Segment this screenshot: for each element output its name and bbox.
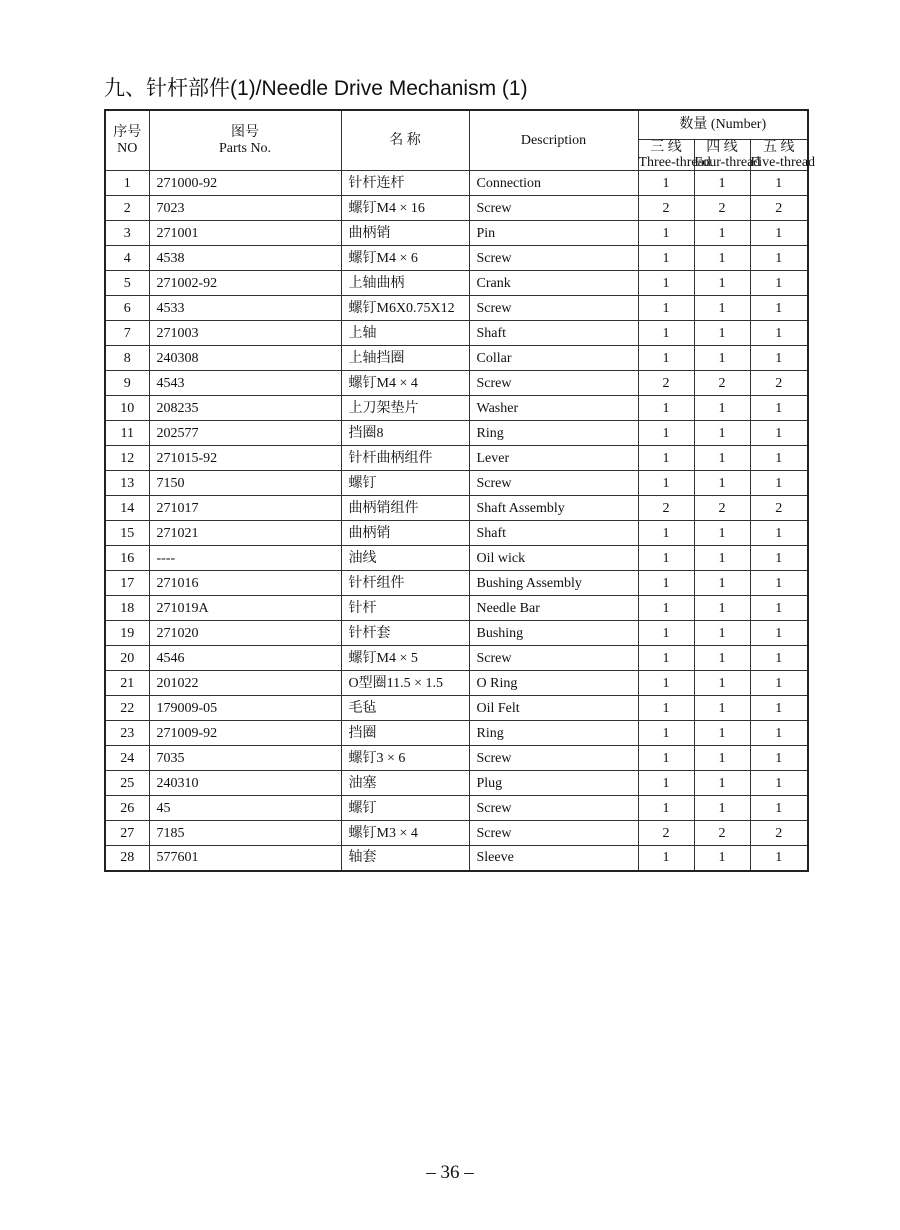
cell-qty-five-thread: 1 <box>750 271 808 296</box>
cell-qty-five-thread: 1 <box>750 171 808 196</box>
cell-qty-five-thread: 2 <box>750 821 808 846</box>
cell-name: 针杆 <box>341 596 469 621</box>
cell-parts-no: 271016 <box>149 571 341 596</box>
cell-qty-five-thread: 1 <box>750 571 808 596</box>
cell-parts-no: 577601 <box>149 846 341 871</box>
cell-parts-no: 4538 <box>149 246 341 271</box>
cell-qty-three-thread: 1 <box>638 846 694 871</box>
cell-name: 上轴曲柄 <box>341 271 469 296</box>
cell-name: 油塞 <box>341 771 469 796</box>
header-no-cn: 序号 <box>113 125 142 141</box>
table-row <box>105 821 808 846</box>
cell-qty-three-thread: 1 <box>638 346 694 371</box>
cell-qty-four-thread: 1 <box>694 846 750 871</box>
cell-qty-five-thread: 1 <box>750 296 808 321</box>
cell-qty-four-thread: 2 <box>694 196 750 221</box>
table-row <box>105 346 808 371</box>
cell-qty-five-thread: 1 <box>750 771 808 796</box>
cell-parts-no: 4543 <box>149 371 341 396</box>
table-row <box>105 696 808 721</box>
header-quantity: 数量 (Number) <box>638 110 808 139</box>
cell-name: 挡圈8 <box>341 421 469 446</box>
cell-parts-no: 271000-92 <box>149 171 341 196</box>
cell-description: Screw <box>469 746 638 771</box>
cell-parts-no: 271001 <box>149 221 341 246</box>
table-row <box>105 621 808 646</box>
cell-name: 针杆组件 <box>341 571 469 596</box>
cell-parts-no: 240310 <box>149 771 341 796</box>
cell-description: Screw <box>469 796 638 821</box>
cell-qty-three-thread: 1 <box>638 221 694 246</box>
table-row <box>105 596 808 621</box>
cell-qty-five-thread: 1 <box>750 596 808 621</box>
cell-qty-four-thread: 1 <box>694 771 750 796</box>
parts-table <box>104 109 816 872</box>
cell-qty-three-thread: 1 <box>638 296 694 321</box>
cell-parts-no: 271003 <box>149 321 341 346</box>
cell-no: 20 <box>105 646 149 671</box>
table-row <box>105 746 808 771</box>
page-number: – 36 – <box>426 1162 474 1183</box>
table-row <box>105 496 808 521</box>
header-parts-no <box>149 110 341 171</box>
cell-parts-no: 271020 <box>149 621 341 646</box>
cell-no: 12 <box>105 446 149 471</box>
cell-qty-four-thread: 1 <box>694 246 750 271</box>
cell-qty-three-thread: 1 <box>638 621 694 646</box>
table-row <box>105 371 808 396</box>
cell-no: 24 <box>105 746 149 771</box>
cell-qty-three-thread: 1 <box>638 396 694 421</box>
cell-description: Oil Felt <box>469 696 638 721</box>
cell-qty-four-thread: 1 <box>694 221 750 246</box>
cell-no: 1 <box>105 171 149 196</box>
header-four-cn: 四 线 <box>706 139 738 155</box>
cell-qty-three-thread: 1 <box>638 771 694 796</box>
cell-no: 17 <box>105 571 149 596</box>
cell-qty-three-thread: 2 <box>638 196 694 221</box>
cell-qty-four-thread: 1 <box>694 446 750 471</box>
cell-description: Plug <box>469 771 638 796</box>
cell-qty-five-thread: 1 <box>750 346 808 371</box>
cell-description: Screw <box>469 371 638 396</box>
cell-parts-no: 202577 <box>149 421 341 446</box>
cell-qty-four-thread: 2 <box>694 821 750 846</box>
cell-name: 针杆连杆 <box>341 171 469 196</box>
cell-no: 22 <box>105 696 149 721</box>
cell-name: 螺钉M4 × 4 <box>341 371 469 396</box>
table-row <box>105 421 808 446</box>
cell-name: 针杆套 <box>341 621 469 646</box>
table-row <box>105 196 808 221</box>
cell-name: 螺钉M3 × 4 <box>341 821 469 846</box>
cell-no: 8 <box>105 346 149 371</box>
cell-qty-four-thread: 1 <box>694 796 750 821</box>
cell-qty-four-thread: 1 <box>694 571 750 596</box>
cell-qty-five-thread: 1 <box>750 621 808 646</box>
cell-qty-three-thread: 1 <box>638 671 694 696</box>
cell-name: 上轴挡圈 <box>341 346 469 371</box>
cell-no: 4 <box>105 246 149 271</box>
cell-qty-three-thread: 1 <box>638 246 694 271</box>
cell-qty-four-thread: 1 <box>694 721 750 746</box>
cell-qty-three-thread: 1 <box>638 746 694 771</box>
cell-qty-three-thread: 1 <box>638 521 694 546</box>
cell-qty-three-thread: 1 <box>638 471 694 496</box>
cell-qty-four-thread: 1 <box>694 521 750 546</box>
cell-qty-four-thread: 1 <box>694 621 750 646</box>
cell-parts-no: 45 <box>149 796 341 821</box>
cell-description: Lever <box>469 446 638 471</box>
cell-qty-five-thread: 2 <box>750 371 808 396</box>
table-row <box>105 446 808 471</box>
cell-qty-four-thread: 1 <box>694 346 750 371</box>
cell-no: 3 <box>105 221 149 246</box>
cell-qty-three-thread: 1 <box>638 421 694 446</box>
cell-name: 螺钉M4 × 16 <box>341 196 469 221</box>
cell-description: Connection <box>469 171 638 196</box>
cell-parts-no: 271002-92 <box>149 271 341 296</box>
cell-qty-three-thread: 2 <box>638 371 694 396</box>
cell-qty-four-thread: 1 <box>694 696 750 721</box>
cell-qty-five-thread: 1 <box>750 421 808 446</box>
cell-qty-five-thread: 1 <box>750 471 808 496</box>
cell-no: 6 <box>105 296 149 321</box>
cell-parts-no: 271009-92 <box>149 721 341 746</box>
cell-parts-no: 271015-92 <box>149 446 341 471</box>
cell-qty-three-thread: 1 <box>638 596 694 621</box>
cell-qty-four-thread: 1 <box>694 321 750 346</box>
cell-qty-five-thread: 1 <box>750 396 808 421</box>
table-row <box>105 246 808 271</box>
table-row <box>105 646 808 671</box>
cell-qty-five-thread: 2 <box>750 496 808 521</box>
header-parts-cn: 图号 <box>231 125 259 141</box>
cell-name: 轴套 <box>341 846 469 871</box>
cell-description: Bushing <box>469 621 638 646</box>
cell-description: Screw <box>469 821 638 846</box>
cell-qty-four-thread: 1 <box>694 396 750 421</box>
cell-name: 上轴 <box>341 321 469 346</box>
cell-name: 针杆曲柄组件 <box>341 446 469 471</box>
table-row <box>105 271 808 296</box>
table-row <box>105 521 808 546</box>
cell-description: Screw <box>469 296 638 321</box>
cell-qty-five-thread: 1 <box>750 221 808 246</box>
cell-qty-five-thread: 1 <box>750 246 808 271</box>
cell-name: O型圈11.5 × 1.5 <box>341 671 469 696</box>
cell-qty-four-thread: 1 <box>694 746 750 771</box>
header-five-en: Five-thread <box>750 154 816 170</box>
cell-qty-five-thread: 1 <box>750 696 808 721</box>
cell-description: Shaft <box>469 321 638 346</box>
header-three-cn: 三 线 <box>650 139 682 155</box>
cell-qty-three-thread: 1 <box>638 721 694 746</box>
table-row <box>105 396 808 421</box>
cell-name: 曲柄销 <box>341 521 469 546</box>
cell-no: 14 <box>105 496 149 521</box>
cell-no: 28 <box>105 846 149 871</box>
cell-qty-five-thread: 2 <box>750 196 808 221</box>
cell-description: Screw <box>469 196 638 221</box>
cell-parts-no: 7035 <box>149 746 341 771</box>
header-parts-en: Parts No. <box>218 140 272 156</box>
cell-qty-five-thread: 1 <box>750 646 808 671</box>
header-no <box>105 110 149 171</box>
cell-parts-no: 240308 <box>149 346 341 371</box>
table-row <box>105 671 808 696</box>
table-row <box>105 321 808 346</box>
cell-qty-three-thread: 1 <box>638 546 694 571</box>
header-four-thread <box>694 139 761 171</box>
table-row <box>105 546 808 571</box>
cell-description: Washer <box>469 396 638 421</box>
cell-qty-four-thread: 1 <box>694 671 750 696</box>
cell-description: O Ring <box>469 671 638 696</box>
cell-no: 25 <box>105 771 149 796</box>
cell-qty-five-thread: 1 <box>750 796 808 821</box>
cell-qty-four-thread: 2 <box>694 371 750 396</box>
cell-no: 27 <box>105 821 149 846</box>
cell-name: 挡圈 <box>341 721 469 746</box>
cell-description: Crank <box>469 271 638 296</box>
cell-parts-no: 271017 <box>149 496 341 521</box>
cell-name: 螺钉 <box>341 796 469 821</box>
cell-no: 11 <box>105 421 149 446</box>
cell-qty-five-thread: 1 <box>750 546 808 571</box>
cell-name: 曲柄销组件 <box>341 496 469 521</box>
parts-table-body <box>105 171 808 871</box>
cell-no: 26 <box>105 796 149 821</box>
cell-qty-five-thread: 1 <box>750 746 808 771</box>
table-row <box>105 471 808 496</box>
cell-qty-three-thread: 2 <box>638 496 694 521</box>
table-row <box>105 846 808 871</box>
cell-no: 16 <box>105 546 149 571</box>
cell-name: 螺钉M4 × 6 <box>341 246 469 271</box>
cell-name: 上刀架垫片 <box>341 396 469 421</box>
cell-description: Screw <box>469 246 638 271</box>
cell-qty-four-thread: 1 <box>694 421 750 446</box>
cell-description: Sleeve <box>469 846 638 871</box>
table-row <box>105 721 808 746</box>
cell-name: 螺钉3 × 6 <box>341 746 469 771</box>
cell-parts-no: 4546 <box>149 646 341 671</box>
cell-qty-five-thread: 1 <box>750 671 808 696</box>
cell-description: Screw <box>469 471 638 496</box>
cell-name: 螺钉M4 × 5 <box>341 646 469 671</box>
cell-description: Pin <box>469 221 638 246</box>
cell-parts-no: 7023 <box>149 196 341 221</box>
cell-qty-three-thread: 1 <box>638 696 694 721</box>
cell-no: 19 <box>105 621 149 646</box>
cell-description: Ring <box>469 421 638 446</box>
cell-description: Shaft <box>469 521 638 546</box>
header-five-cn: 五 线 <box>763 139 795 155</box>
cell-qty-three-thread: 2 <box>638 821 694 846</box>
cell-no: 21 <box>105 671 149 696</box>
cell-no: 2 <box>105 196 149 221</box>
cell-qty-four-thread: 1 <box>694 596 750 621</box>
table-row <box>105 771 808 796</box>
header-four-en: Four-thread <box>694 154 761 170</box>
cell-description: Screw <box>469 646 638 671</box>
table-row <box>105 171 808 196</box>
cell-name: 螺钉 <box>341 471 469 496</box>
cell-no: 9 <box>105 371 149 396</box>
header-three-en: Three-thread <box>638 154 711 170</box>
cell-qty-four-thread: 1 <box>694 546 750 571</box>
header-description: Description <box>469 110 638 171</box>
cell-parts-no: 208235 <box>149 396 341 421</box>
cell-name: 曲柄销 <box>341 221 469 246</box>
cell-qty-three-thread: 1 <box>638 271 694 296</box>
cell-description: Shaft Assembly <box>469 496 638 521</box>
cell-qty-three-thread: 1 <box>638 571 694 596</box>
cell-parts-no: 271019A <box>149 596 341 621</box>
cell-name: 油线 <box>341 546 469 571</box>
cell-no: 23 <box>105 721 149 746</box>
cell-description: Ring <box>469 721 638 746</box>
cell-no: 7 <box>105 321 149 346</box>
cell-name: 毛毡 <box>341 696 469 721</box>
cell-qty-five-thread: 1 <box>750 521 808 546</box>
cell-parts-no: 179009-05 <box>149 696 341 721</box>
header-name: 名 称 <box>341 110 469 171</box>
table-row <box>105 571 808 596</box>
cell-qty-four-thread: 1 <box>694 171 750 196</box>
cell-name: 螺钉M6X0.75X12 <box>341 296 469 321</box>
cell-no: 15 <box>105 521 149 546</box>
cell-qty-three-thread: 1 <box>638 796 694 821</box>
cell-qty-five-thread: 1 <box>750 321 808 346</box>
cell-description: Oil wick <box>469 546 638 571</box>
header-no-en: NO <box>117 140 138 156</box>
cell-no: 13 <box>105 471 149 496</box>
cell-qty-four-thread: 1 <box>694 296 750 321</box>
cell-qty-four-thread: 1 <box>694 471 750 496</box>
table-row <box>105 296 808 321</box>
cell-qty-four-thread: 1 <box>694 646 750 671</box>
cell-parts-no: 4533 <box>149 296 341 321</box>
cell-no: 18 <box>105 596 149 621</box>
cell-no: 5 <box>105 271 149 296</box>
cell-qty-four-thread: 2 <box>694 496 750 521</box>
cell-description: Needle Bar <box>469 596 638 621</box>
cell-qty-three-thread: 1 <box>638 446 694 471</box>
page-title: 九、针杆部件(1)/Needle Drive Mechanism (1) <box>104 77 528 100</box>
header-three-thread <box>638 139 711 171</box>
cell-qty-three-thread: 1 <box>638 321 694 346</box>
cell-qty-five-thread: 1 <box>750 846 808 871</box>
table-row <box>105 796 808 821</box>
cell-parts-no: 7185 <box>149 821 341 846</box>
cell-qty-five-thread: 1 <box>750 721 808 746</box>
cell-parts-no: 271021 <box>149 521 341 546</box>
cell-qty-five-thread: 1 <box>750 446 808 471</box>
cell-qty-three-thread: 1 <box>638 171 694 196</box>
cell-no: 10 <box>105 396 149 421</box>
cell-description: Collar <box>469 346 638 371</box>
cell-parts-no: ---- <box>149 546 341 571</box>
cell-parts-no: 7150 <box>149 471 341 496</box>
cell-parts-no: 201022 <box>149 671 341 696</box>
header-five-thread <box>750 139 816 171</box>
cell-description: Bushing Assembly <box>469 571 638 596</box>
table-row <box>105 221 808 246</box>
cell-qty-three-thread: 1 <box>638 646 694 671</box>
cell-qty-four-thread: 1 <box>694 271 750 296</box>
